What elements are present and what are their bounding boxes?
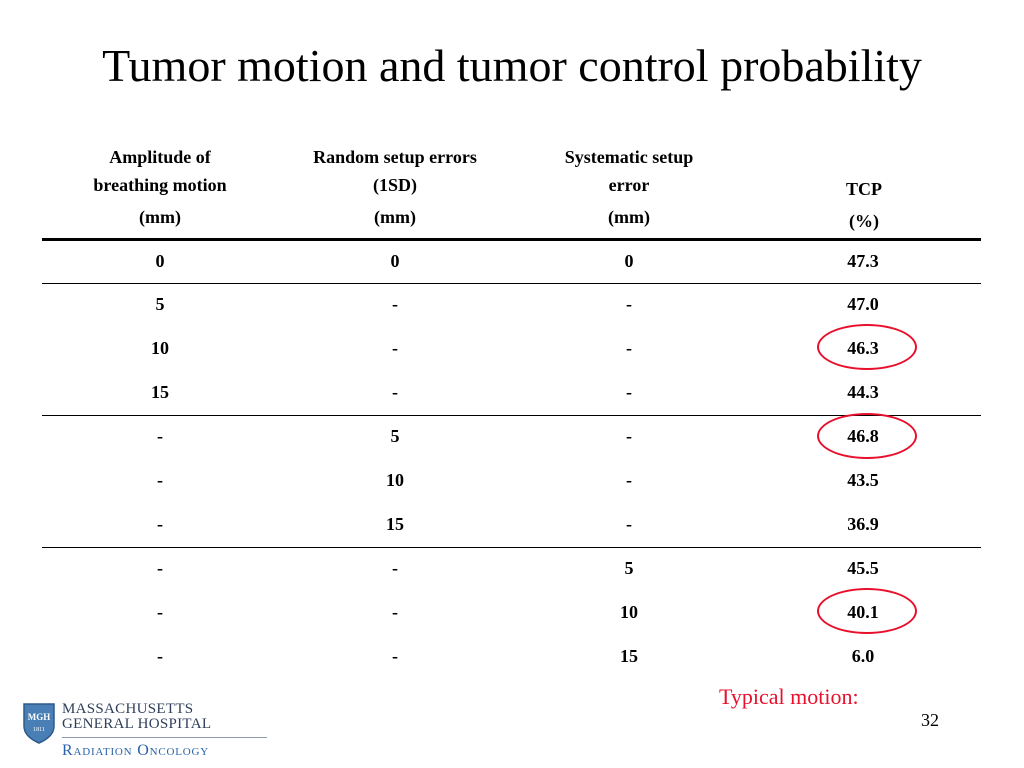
header-systematic-unit: (mm) <box>608 207 650 227</box>
page-number: 32 <box>921 710 939 730</box>
table-cell: - <box>157 470 163 490</box>
slide-title: Tumor motion and tumor control probability <box>102 40 922 91</box>
table-cell: - <box>157 646 163 666</box>
header-random-unit: (mm) <box>374 207 416 227</box>
table-cell: - <box>392 338 398 358</box>
table-cell: - <box>157 426 163 446</box>
header-amplitude-line1: Amplitude of <box>109 147 211 167</box>
header-random-line2: (1SD) <box>373 175 417 195</box>
shield-label: MGH <box>27 712 51 722</box>
table-cell: 47.3 <box>847 251 879 271</box>
table-cell: - <box>392 382 398 402</box>
table-cell: 6.0 <box>851 646 875 666</box>
table-cell: 0 <box>624 251 634 271</box>
table-cell: - <box>392 294 398 314</box>
header-rule <box>42 238 981 241</box>
table-cell: 15 <box>151 382 169 402</box>
table-cell: 15 <box>386 514 404 534</box>
mgh-radiation-oncology-logo <box>20 700 270 762</box>
table-cell: 44.3 <box>847 382 879 402</box>
highlight-ring <box>817 588 917 634</box>
header-systematic-line1: Systematic setup <box>564 147 694 167</box>
logo-line-1: MASSACHUSETTS <box>62 701 194 717</box>
header-tcp <box>764 175 964 235</box>
table-cell: - <box>626 338 632 358</box>
table-cell: 40.1 <box>847 602 879 622</box>
header-amplitude <box>60 143 260 233</box>
table-cell: 46.3 <box>847 338 879 358</box>
typical-motion-note: Typical motion: <box>719 684 859 709</box>
mgh-shield-icon <box>22 702 56 744</box>
shield-year: 1811 <box>33 727 45 733</box>
table-cell: - <box>626 382 632 402</box>
logo-line-3: Radiation Oncology <box>62 742 209 759</box>
header-random-line1: Random setup errors <box>313 147 477 167</box>
table-cell: 5 <box>155 294 165 314</box>
header-random-error <box>295 143 495 233</box>
table-cell: 10 <box>620 602 638 622</box>
logo-line-2: GENERAL HOSPITAL <box>62 716 212 732</box>
header-systematic-error <box>529 143 729 233</box>
group-rule-1 <box>42 283 981 284</box>
highlight-ring <box>817 324 917 370</box>
table-cell: - <box>157 514 163 534</box>
table-cell: 15 <box>620 646 638 666</box>
table-cell: - <box>626 514 632 534</box>
table-cell: 5 <box>390 426 400 446</box>
table-cell: 0 <box>155 251 165 271</box>
header-systematic-line2: error <box>608 175 650 195</box>
table-cell: 43.5 <box>847 470 879 490</box>
table-cell: 0 <box>390 251 400 271</box>
table-cell: - <box>392 558 398 578</box>
table-cell: - <box>157 602 163 622</box>
table-cell: - <box>392 646 398 666</box>
header-tcp-unit: (%) <box>849 211 879 231</box>
logo-divider <box>62 737 267 738</box>
table-cell: - <box>626 426 632 446</box>
table-cell: 10 <box>151 338 169 358</box>
table-cell: 36.9 <box>847 514 879 534</box>
table-cell: 45.5 <box>847 558 879 578</box>
table-cell: - <box>626 470 632 490</box>
header-tcp-line1: TCP <box>846 179 882 199</box>
table-cell: - <box>157 558 163 578</box>
table-cell: 47.0 <box>847 294 879 314</box>
group-rule-3 <box>42 547 981 548</box>
highlight-ring <box>817 413 917 459</box>
table-cell: 46.8 <box>847 426 879 446</box>
table-cell: 10 <box>386 470 404 490</box>
table-cell: 5 <box>624 558 634 578</box>
table-cell: - <box>392 602 398 622</box>
header-amplitude-unit: (mm) <box>139 207 181 227</box>
header-amplitude-line2: breathing motion <box>93 175 227 195</box>
table-cell: - <box>626 294 632 314</box>
